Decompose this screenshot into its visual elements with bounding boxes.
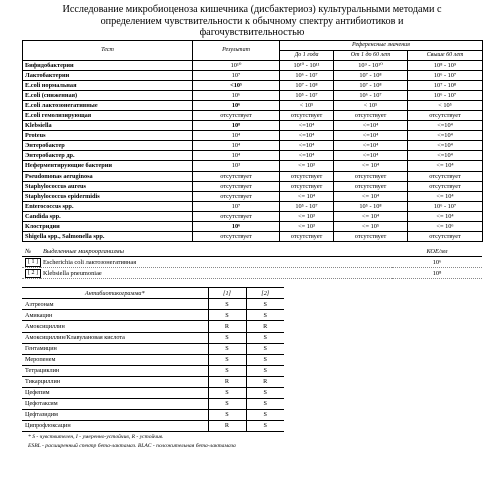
header-test: Тест bbox=[23, 41, 193, 61]
table-row bbox=[23, 81, 483, 91]
reference-over-60: <=10⁴ bbox=[408, 151, 483, 161]
sensitivity-organism-1: S bbox=[208, 354, 246, 365]
footnote-esbl: ESBL - расширенный спектр бета-лактамаз. BLAC - положительная бета-лактамаза bbox=[28, 442, 236, 449]
test-name: Candida spp. bbox=[23, 211, 193, 221]
antibiogram-header-name: Антибиотикограмма* bbox=[22, 288, 208, 299]
table-row bbox=[23, 101, 483, 111]
organism-name: Escherichia coli лактозонегативная bbox=[40, 257, 392, 268]
header-age-under-1: До 1 года bbox=[280, 51, 334, 61]
antibiotic-row bbox=[22, 354, 284, 365]
reference-over-60: <=10⁴ bbox=[408, 121, 483, 131]
test-result: 10¹⁰ bbox=[193, 61, 280, 71]
sensitivity-organism-2: S bbox=[246, 387, 284, 398]
organism-row bbox=[22, 268, 482, 279]
antibiotic-row bbox=[22, 398, 284, 409]
organism-num-cell bbox=[22, 257, 40, 268]
test-name: Энтеробактер bbox=[23, 141, 193, 151]
reference-under-1: 10⁵ - 10⁷ bbox=[280, 201, 334, 211]
test-result: отсутствует bbox=[193, 171, 280, 181]
table-row bbox=[23, 131, 483, 141]
results-table bbox=[22, 40, 483, 242]
reference-over-60: отсутствует bbox=[408, 171, 483, 181]
reference-under-1: < 10⁵ bbox=[280, 101, 334, 111]
reference-over-60: 10⁶ - 10⁷ bbox=[408, 201, 483, 211]
sensitivity-organism-1: S bbox=[208, 299, 246, 310]
reference-under-1: 10⁵ - 10⁷ bbox=[280, 91, 334, 101]
organisms-table bbox=[22, 247, 482, 280]
reference-1-60: <=10⁴ bbox=[334, 151, 408, 161]
reference-under-1: <= 10⁴ bbox=[280, 191, 334, 201]
header-reference: Референсные значения bbox=[280, 41, 483, 51]
organisms-header-koe: КОЕ/мл bbox=[392, 247, 482, 257]
table-row bbox=[23, 161, 483, 171]
test-name: E.coli лактозонегативные bbox=[23, 101, 193, 111]
antibiotic-row bbox=[22, 343, 284, 354]
sensitivity-organism-1: S bbox=[208, 398, 246, 409]
antibiotic-name: Ципрофлоксацин bbox=[22, 420, 208, 431]
antibiotic-row bbox=[22, 310, 284, 321]
antibiotic-row bbox=[22, 387, 284, 398]
organisms-header-num: № bbox=[22, 247, 40, 257]
table-row bbox=[23, 221, 483, 231]
header-result: Результат bbox=[193, 41, 280, 61]
reference-under-1: <=10⁴ bbox=[280, 151, 334, 161]
test-name: E.coli гемолизирующая bbox=[23, 111, 193, 121]
report-title bbox=[22, 4, 482, 39]
test-result: 10³ bbox=[193, 161, 280, 171]
organisms-header-name: Выделенные микроорганизмы bbox=[40, 247, 392, 257]
reference-1-60: <= 10⁴ bbox=[334, 211, 408, 221]
table-row bbox=[23, 71, 483, 81]
sensitivity-organism-2: R bbox=[246, 376, 284, 387]
sensitivity-organism-2: S bbox=[246, 332, 284, 343]
reference-over-60: < 10⁵ bbox=[408, 101, 483, 111]
reference-under-1: 10⁶ - 10⁷ bbox=[280, 71, 334, 81]
reference-under-1: <= 10³ bbox=[280, 221, 334, 231]
sensitivity-organism-1: S bbox=[208, 365, 246, 376]
antibiogram-table bbox=[22, 287, 284, 432]
antibiotic-row bbox=[22, 299, 284, 310]
reference-1-60: отсутствует bbox=[334, 111, 408, 121]
sensitivity-organism-1: S bbox=[208, 332, 246, 343]
organism-num: [ 2 ] bbox=[25, 269, 41, 278]
reference-under-1: <=10⁴ bbox=[280, 141, 334, 151]
sensitivity-organism-2: R bbox=[246, 321, 284, 332]
test-name: Pseudomonas aeruginosa bbox=[23, 171, 193, 181]
test-result: 10⁶ bbox=[193, 221, 280, 231]
test-result: отсутствует bbox=[193, 231, 280, 241]
test-result: 10⁸ bbox=[193, 121, 280, 131]
test-name: Enterococcus spp. bbox=[23, 201, 193, 211]
reference-under-1: 10¹⁰ - 10¹¹ bbox=[280, 61, 334, 71]
antibiotic-name: Цефепим bbox=[22, 387, 208, 398]
sensitivity-organism-2: S bbox=[246, 398, 284, 409]
reference-under-1: <= 10³ bbox=[280, 161, 334, 171]
antibiotic-name: Азтреонам bbox=[22, 299, 208, 310]
test-name: Лактобактерии bbox=[23, 71, 193, 81]
reference-over-60: <= 10⁴ bbox=[408, 191, 483, 201]
reference-over-60: <= 10⁴ bbox=[408, 161, 483, 171]
test-name: Энтеробактер др. bbox=[23, 151, 193, 161]
sensitivity-organism-2: S bbox=[246, 365, 284, 376]
test-name: Неферментирующие бактерии bbox=[23, 161, 193, 171]
sensitivity-organism-1: R bbox=[208, 376, 246, 387]
table-row bbox=[23, 181, 483, 191]
header-age-1-60: От 1 до 60 лет bbox=[334, 51, 408, 61]
table-row bbox=[23, 231, 483, 241]
antibiotic-row bbox=[22, 365, 284, 376]
antibiotic-row bbox=[22, 321, 284, 332]
header-age-over-60: Свыше 60 лет bbox=[408, 51, 483, 61]
sensitivity-organism-1: S bbox=[208, 310, 246, 321]
test-result: <10⁵ bbox=[193, 81, 280, 91]
reference-over-60: 10⁷ - 10⁸ bbox=[408, 81, 483, 91]
reference-1-60: 10⁵ - 10⁸ bbox=[334, 201, 408, 211]
sensitivity-organism-2: S bbox=[246, 354, 284, 365]
organism-koe: 10⁶ bbox=[392, 257, 482, 268]
reference-1-60: 10⁷ - 10⁸ bbox=[334, 71, 408, 81]
sensitivity-organism-2: S bbox=[246, 310, 284, 321]
reference-under-1: 10⁷ - 10⁸ bbox=[280, 81, 334, 91]
antibiotic-name: Амоксициллин/Клавулановая кислота bbox=[22, 332, 208, 343]
test-result: 10⁴ bbox=[193, 141, 280, 151]
reference-under-1: <=10⁴ bbox=[280, 131, 334, 141]
reference-under-1: <=10⁴ bbox=[280, 121, 334, 131]
test-result: отсутствует bbox=[193, 111, 280, 121]
antibiogram-header-2: [2] bbox=[246, 288, 284, 299]
antibiotic-name: Цефтазидим bbox=[22, 409, 208, 420]
reference-under-1: отсутствует bbox=[280, 231, 334, 241]
reference-over-60: 10⁶ - 10⁷ bbox=[408, 71, 483, 81]
sensitivity-organism-1: R bbox=[208, 321, 246, 332]
antibiotic-row bbox=[22, 409, 284, 420]
sensitivity-organism-2: S bbox=[246, 420, 284, 431]
test-name: E.coli (сниженная) bbox=[23, 91, 193, 101]
test-name: Бифидобактерии bbox=[23, 61, 193, 71]
table-row bbox=[23, 201, 483, 211]
sensitivity-organism-1: S bbox=[208, 387, 246, 398]
test-result: отсутствует bbox=[193, 181, 280, 191]
reference-under-1: <= 10³ bbox=[280, 211, 334, 221]
table-row bbox=[23, 171, 483, 181]
sensitivity-organism-1: S bbox=[208, 409, 246, 420]
table-row bbox=[23, 191, 483, 201]
reference-over-60: <= 10⁶ bbox=[408, 221, 483, 231]
organism-num: [ 1 ] bbox=[25, 258, 41, 267]
reference-1-60: 10⁹ - 10¹⁰ bbox=[334, 61, 408, 71]
reference-1-60: <= 10⁴ bbox=[334, 161, 408, 171]
organism-koe: 10⁸ bbox=[392, 268, 482, 279]
table-row bbox=[23, 151, 483, 161]
antibiotic-name: Амоксициллин bbox=[22, 321, 208, 332]
sensitivity-organism-1: R bbox=[208, 420, 246, 431]
reference-1-60: 10⁷ - 10⁸ bbox=[334, 81, 408, 91]
reference-1-60: 10⁶ - 10⁷ bbox=[334, 91, 408, 101]
antibiotic-row bbox=[22, 376, 284, 387]
test-name: E.coli нормальная bbox=[23, 81, 193, 91]
reference-over-60: отсутствует bbox=[408, 111, 483, 121]
title-line-2: определением чувствительности к обычному спектру антибиотиков и bbox=[100, 15, 404, 27]
reference-under-1: отсутствует bbox=[280, 181, 334, 191]
results-table-body bbox=[23, 61, 483, 242]
test-name: Proteus bbox=[23, 131, 193, 141]
footnote-legend: * S - чувствителен, I - умеренно-устойчив, R - устойчив. bbox=[28, 433, 164, 440]
sensitivity-organism-2: S bbox=[246, 409, 284, 420]
test-result: 10⁷ bbox=[193, 201, 280, 211]
antibiotic-name: Меропенем bbox=[22, 354, 208, 365]
antibiotic-name: Тикарциллин bbox=[22, 376, 208, 387]
table-row bbox=[23, 211, 483, 221]
reference-1-60: отсутствует bbox=[334, 231, 408, 241]
reference-over-60: 10⁶ - 10⁷ bbox=[408, 91, 483, 101]
reference-over-60: <=10⁴ bbox=[408, 141, 483, 151]
antibiogram-header-1: [1] bbox=[208, 288, 246, 299]
test-name: Klebsiella bbox=[23, 121, 193, 131]
reference-over-60: <= 10⁴ bbox=[408, 211, 483, 221]
reference-1-60: < 10⁵ bbox=[334, 101, 408, 111]
reference-1-60: <=10⁴ bbox=[334, 131, 408, 141]
antibiotic-row bbox=[22, 332, 284, 343]
test-name: Клостридии bbox=[23, 221, 193, 231]
reference-over-60: отсутствует bbox=[408, 231, 483, 241]
test-result: отсутствует bbox=[193, 211, 280, 221]
test-name: Staphylococcus aureus bbox=[23, 181, 193, 191]
antibiogram-table-body bbox=[22, 299, 284, 432]
reference-1-60: отсутствует bbox=[334, 181, 408, 191]
sensitivity-organism-1: S bbox=[208, 343, 246, 354]
test-name: Shigella spp., Salmonella spp. bbox=[23, 231, 193, 241]
table-row bbox=[23, 111, 483, 121]
organisms-table-body bbox=[22, 257, 482, 279]
reference-over-60: отсутствует bbox=[408, 181, 483, 191]
organism-name: Klebsiella pneumoniae bbox=[40, 268, 392, 279]
title-line-1: Исследование микробиоценоза кишечника (дисбактериоз) культуральными методами с bbox=[62, 4, 442, 15]
title-line-3: фагочувствительностью bbox=[199, 27, 305, 38]
reference-1-60: <= 10⁵ bbox=[334, 221, 408, 231]
reference-1-60: <=10⁴ bbox=[334, 121, 408, 131]
antibiotic-name: Тетрациклин bbox=[22, 365, 208, 376]
reference-under-1: отсутствует bbox=[280, 171, 334, 181]
organism-row bbox=[22, 257, 482, 268]
reference-1-60: отсутствует bbox=[334, 171, 408, 181]
test-result: 10⁶ bbox=[193, 101, 280, 111]
test-result: 10⁶ bbox=[193, 91, 280, 101]
antibiotic-name: Цефотаксим bbox=[22, 398, 208, 409]
antibiotic-row bbox=[22, 420, 284, 431]
test-result: отсутствует bbox=[193, 191, 280, 201]
test-result: 10⁴ bbox=[193, 131, 280, 141]
reference-1-60: <= 10⁴ bbox=[334, 191, 408, 201]
table-row bbox=[23, 61, 483, 71]
reference-1-60: <=10⁴ bbox=[334, 141, 408, 151]
test-name: Staphylococcus epidermidis bbox=[23, 191, 193, 201]
test-result: 10⁷ bbox=[193, 71, 280, 81]
table-row bbox=[23, 141, 483, 151]
antibiotic-name: Амикацин bbox=[22, 310, 208, 321]
table-row bbox=[23, 91, 483, 101]
table-row bbox=[23, 121, 483, 131]
test-result: 10⁴ bbox=[193, 151, 280, 161]
reference-over-60: 10⁸ - 10⁹ bbox=[408, 61, 483, 71]
sensitivity-organism-2: S bbox=[246, 343, 284, 354]
sensitivity-organism-2: S bbox=[246, 299, 284, 310]
organism-num-cell bbox=[22, 268, 40, 279]
antibiotic-name: Гентамицин bbox=[22, 343, 208, 354]
reference-under-1: отсутствует bbox=[280, 111, 334, 121]
reference-over-60: <=10⁴ bbox=[408, 131, 483, 141]
